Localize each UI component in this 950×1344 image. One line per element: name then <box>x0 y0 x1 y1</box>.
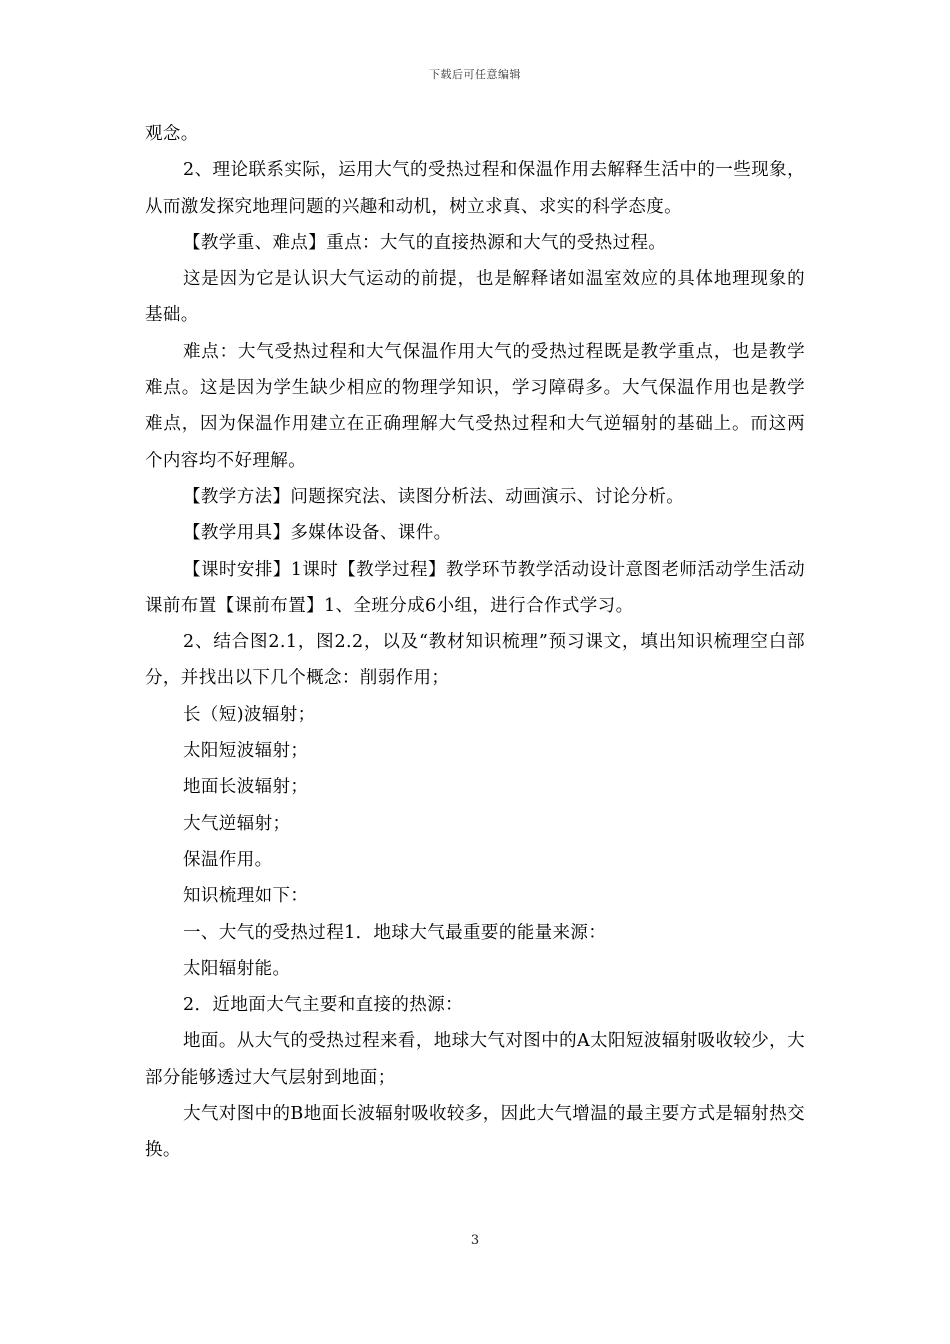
paragraph-5: 【教学方法】问题探究法、读图分析法、动画演示、讨论分析。 <box>183 486 685 507</box>
document-body <box>145 116 805 1169</box>
paragraph-8: 2、结合图2.1，图2.2，以及“教材知识梳理”预习课文，填出知识梳理空白部分，并找出以下几个概念：削弱作用； <box>145 632 805 689</box>
paragraph-11: 地面长波辐射； <box>183 777 309 798</box>
paragraph-18: 地面。从大气的受热过程来看，地球大气对图中的A太阳短波辐射吸收较少，大部分能够透过大气层射到地面； <box>145 1031 805 1088</box>
paragraph-6: 【教学用具】多媒体设备、课件。 <box>183 523 452 544</box>
paragraph-19: 大气对图中的B地面长波辐射吸收较多，因此大气增温的最主要方式是辐射热交换。 <box>145 1104 805 1161</box>
paragraph-10: 太阳短波辐射； <box>183 741 309 762</box>
paragraph-17: 2．近地面大气主要和直接的热源： <box>183 995 464 1016</box>
paragraph-9: 长（短)波辐射； <box>183 704 316 725</box>
paragraph-3: 这是因为它是认识大气运动的前提，也是解释诸如温室效应的具体地理现象的基础。 <box>145 269 805 326</box>
paragraph-13: 保温作用。 <box>183 849 273 870</box>
paragraph-7: 【课时安排】1课时【教学过程】教学环节教学活动设计意图老师活动学生活动课前布置【课前布置】1、全班分成6小组，进行合作式学习。 <box>145 559 805 616</box>
paragraph-16: 太阳辐射能。 <box>183 958 291 979</box>
paragraph-0: 观念。 <box>145 124 199 144</box>
page-header: 下载后可任意编辑 <box>429 68 521 81</box>
paragraph-4: 难点：大气受热过程和大气保温作用大气的受热过程既是教学重点，也是教学难点。这是因为学生缺少相应的物理学知识，学习障碍多。大气保温作用也是教学难点，因为保温作用建立在正确理解大气受热过程和大气逆辐射的基础上。而这两个内容均不好理解。 <box>145 341 805 471</box>
paragraph-2: 【教学重、难点】重点：大气的直接热源和大气的受热过程。 <box>183 232 667 253</box>
paragraph-14: 知识梳理如下： <box>183 886 309 907</box>
page-number: 3 <box>470 1233 480 1248</box>
paragraph-15: 一、大气的受热过程1．地球大气最重要的能量来源： <box>183 922 607 943</box>
paragraph-1: 2、理论联系实际，运用大气的受热过程和保温作用去解释生活中的一些现象，从而激发探究地理问题的兴趣和动机，树立求真、求实的科学态度。 <box>145 160 805 217</box>
paragraph-12: 大气逆辐射； <box>183 813 291 834</box>
